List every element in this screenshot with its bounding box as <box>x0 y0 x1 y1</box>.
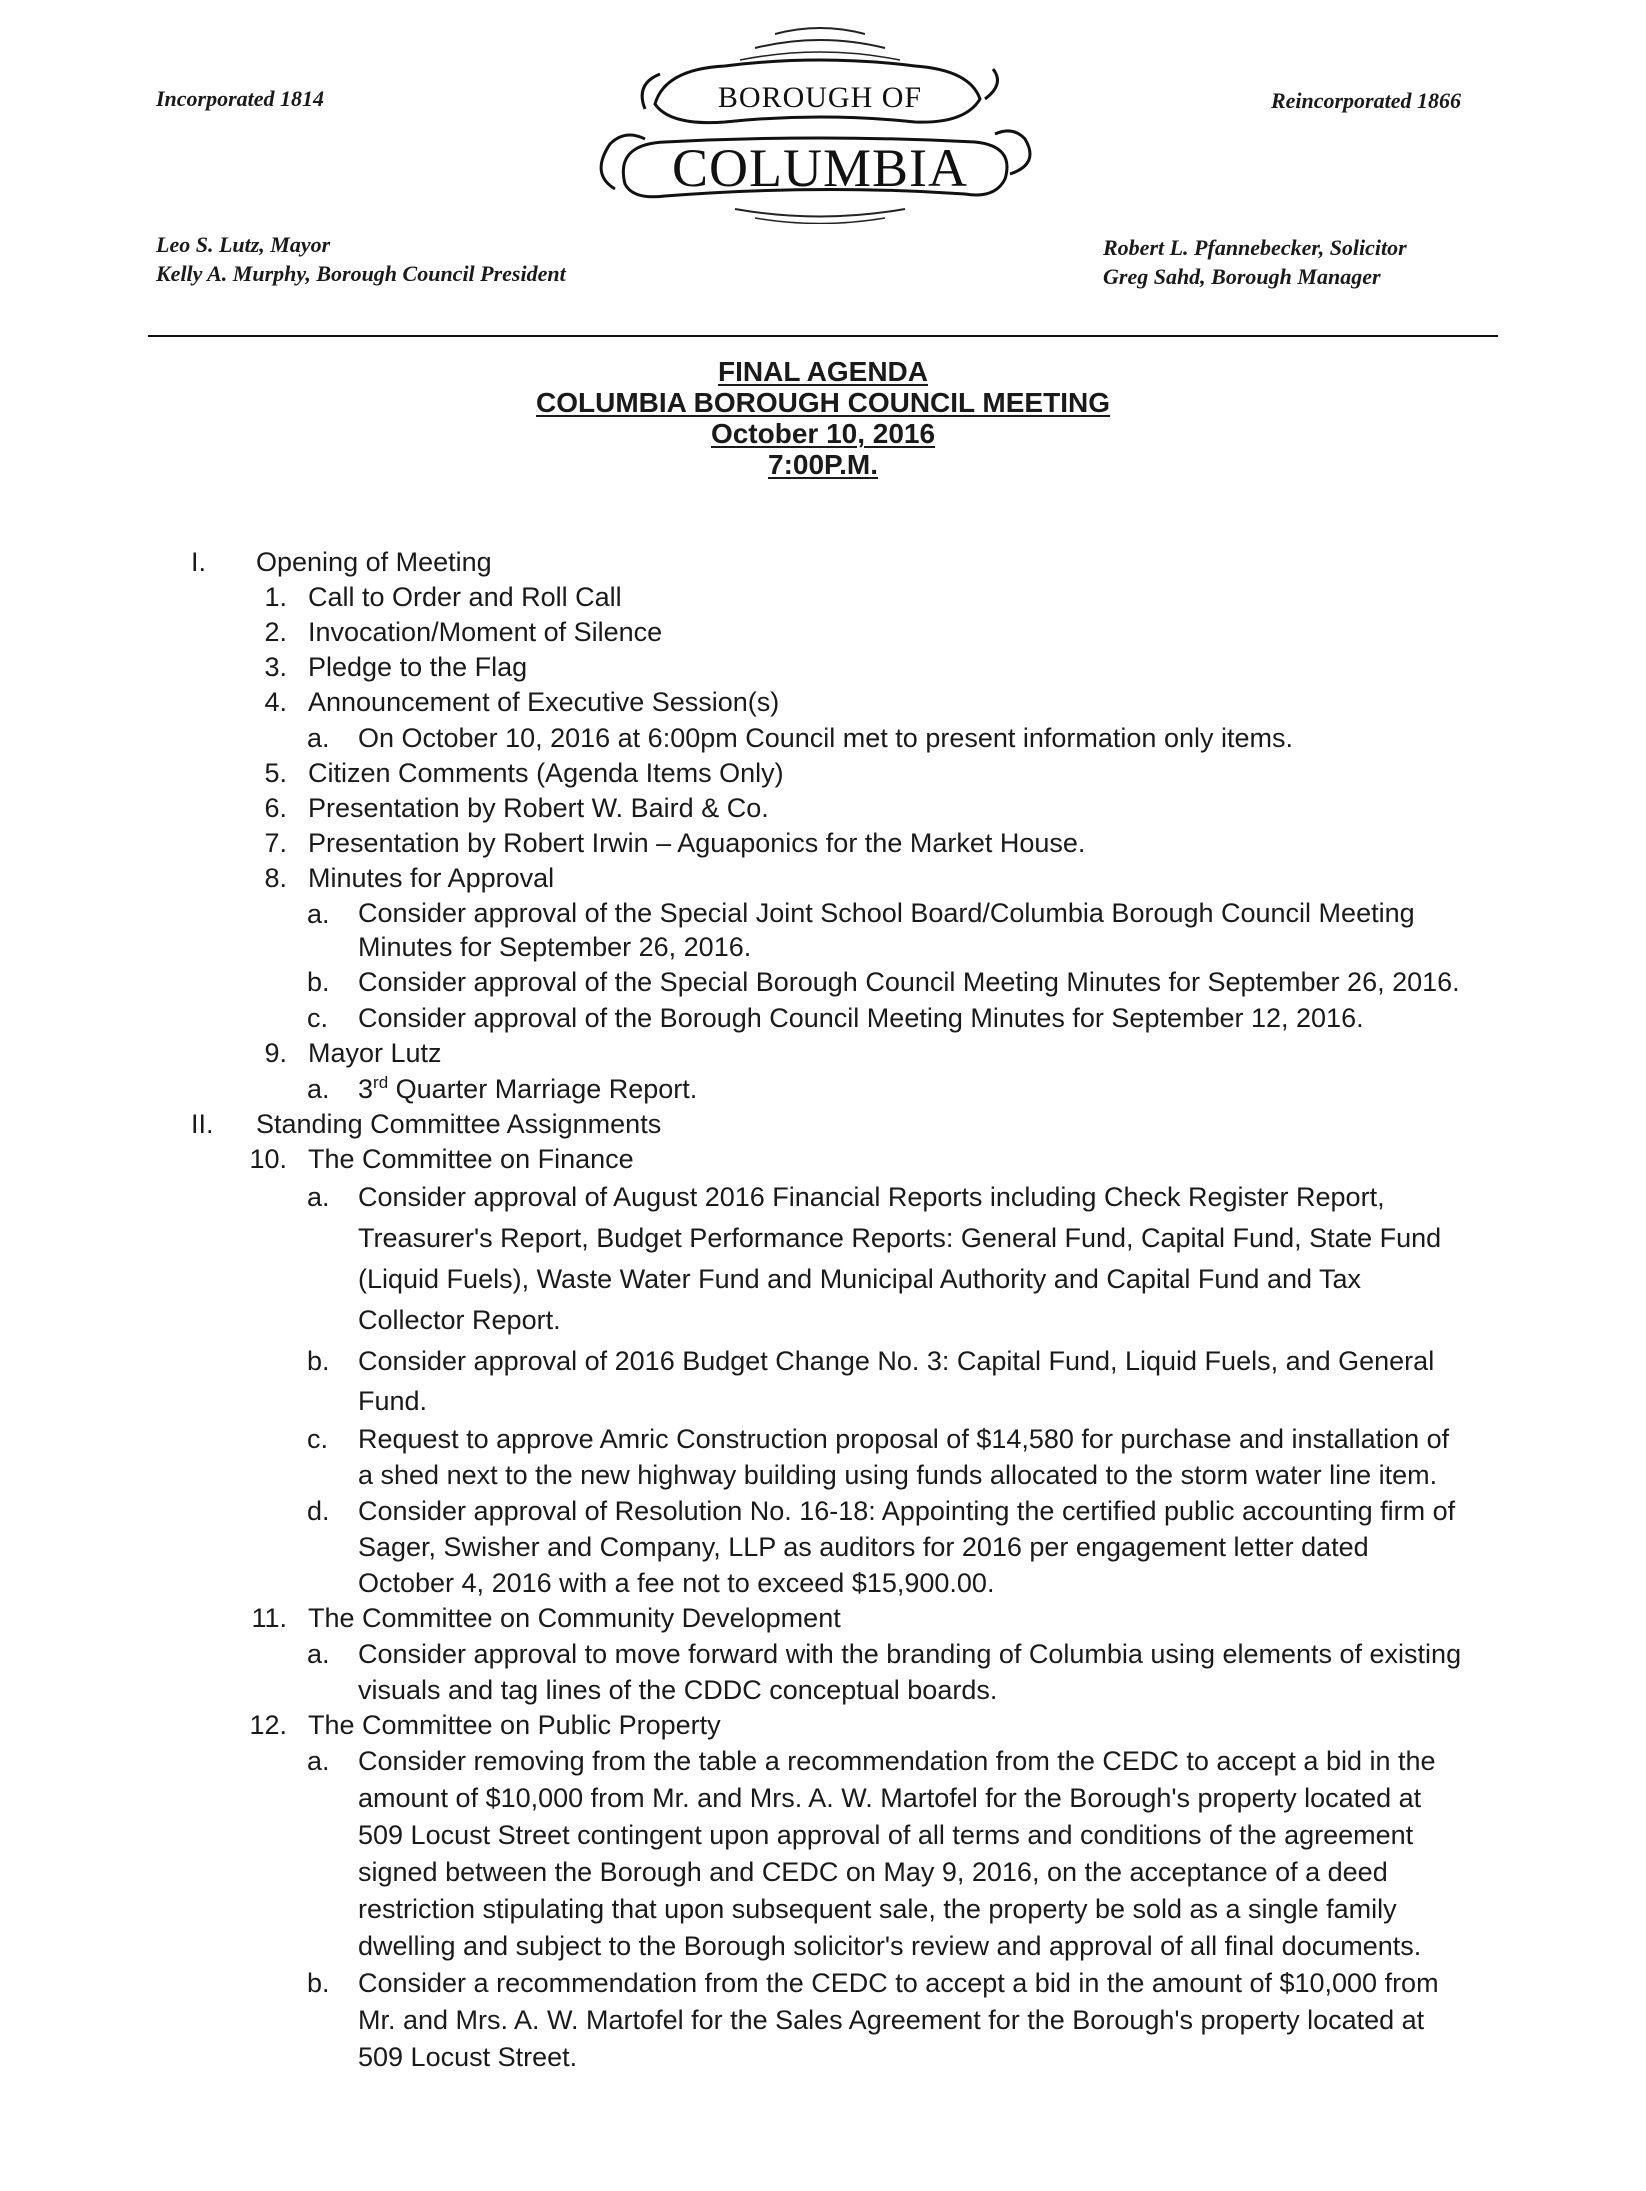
item-number: 1. <box>264 582 287 612</box>
agenda-subitem <box>0 1341 1646 1421</box>
item-text: The Committee on Community Development <box>308 1603 841 1633</box>
agenda-item <box>0 826 1646 861</box>
section-number: II. <box>191 1109 214 1139</box>
subitem-text: Consider approval of the Special Borough Council Meeting Minutes for September 26, 2016. <box>358 967 1460 997</box>
item-number: 6. <box>264 793 287 823</box>
agenda-item <box>0 685 1646 720</box>
subitem-text: Consider approval of August 2016 Financial Reports including Check Register Report, Treasurer's Report, Budget Performance Reports: General Fund, Capital Fund, State Fund (Liquid Fuels), Waste Water Fund and Municipal Authority and Capital Fund and Tax Collector Report. <box>358 1182 1442 1335</box>
incorporated-date: Incorporated 1814 <box>156 86 325 111</box>
agenda-title <box>0 356 1646 480</box>
subitem-letter: c. <box>307 1003 329 1033</box>
item-text: Mayor Lutz <box>308 1038 442 1068</box>
subitem-letter: b. <box>307 1968 330 1998</box>
title-line-final-agenda: FINAL AGENDA <box>718 356 928 387</box>
item-number: 7. <box>264 828 287 858</box>
title-line-meeting: COLUMBIA BOROUGH COUNCIL MEETING <box>536 387 1110 418</box>
item-text: Pledge to the Flag <box>308 652 528 682</box>
subitem-text: On October 10, 2016 at 6:00pm Council met to present information only items. <box>358 723 1293 753</box>
agenda-subitem <box>0 1071 1646 1107</box>
agenda-subitem <box>0 720 1646 756</box>
subitem-text: Consider a recommendation from the CEDC to accept a bid in the amount of $10,000 from Mr. and Mrs. A. W. Martofel for the Sales Agreement for the Borough's property located at 509 Locust Street. <box>358 1968 1439 2072</box>
agenda-subitem <box>0 1965 1646 2076</box>
section-number: I. <box>191 547 207 577</box>
agenda-subitem <box>0 964 1646 1000</box>
section-title: Standing Committee Assignments <box>256 1109 662 1139</box>
manager-name: Greg Sahd, Borough Manager <box>1103 264 1381 289</box>
agenda-subitem <box>0 1177 1646 1341</box>
subitem-letter: a. <box>307 1746 330 1776</box>
item-text: Announcement of Executive Session(s) <box>308 687 780 717</box>
agenda-item <box>0 756 1646 791</box>
subitem-text: Consider approval of the Borough Council Meeting Minutes for September 12, 2016. <box>358 1003 1364 1033</box>
agenda-subitem <box>0 1743 1646 1965</box>
logo-top-text: BOROUGH OF <box>717 81 923 114</box>
subitem-remainder: Quarter Marriage Report. <box>388 1074 698 1104</box>
agenda-subitem <box>0 1636 1646 1708</box>
title-line-time: 7:00P.M. <box>768 449 878 480</box>
solicitor-name: Robert L. Pfannebecker, Solicitor <box>1103 235 1407 260</box>
agenda-item <box>0 791 1646 826</box>
agenda-subitem <box>0 1493 1646 1601</box>
agenda-subitem <box>0 1000 1646 1036</box>
agenda-item <box>0 580 1646 615</box>
item-number: 11. <box>251 1603 287 1633</box>
agenda-item <box>0 615 1646 650</box>
item-text: The Committee on Finance <box>308 1144 634 1174</box>
agenda-item <box>0 1036 1646 1071</box>
subitem-letter: a. <box>307 723 330 753</box>
subitem-letter: a. <box>307 899 330 929</box>
subitem-letter: a. <box>307 1639 330 1669</box>
agenda-subitem <box>0 896 1646 964</box>
ordinal-suffix: rd <box>373 1073 389 1092</box>
subitem-letter: b. <box>307 1346 330 1376</box>
item-number: 12. <box>249 1710 287 1740</box>
subitem-letter: b. <box>307 967 330 997</box>
subitem-text: Consider approval of the Special Joint School Board/Columbia Borough Council Meeting Minutes for September 26, 2016. <box>358 898 1415 962</box>
item-text: Presentation by Robert Irwin – Aguaponics for the Market House. <box>308 828 1086 858</box>
agenda-item <box>0 1142 1646 1177</box>
ordinal-number: 3 <box>358 1074 374 1104</box>
item-text: The Committee on Public Property <box>308 1710 721 1740</box>
subitem-text <box>358 1071 1468 1107</box>
item-text: Minutes for Approval <box>308 863 555 893</box>
borough-logo <box>585 14 1055 224</box>
agenda-subitem <box>0 1421 1646 1493</box>
agenda-item <box>0 650 1646 685</box>
item-number: 3. <box>264 652 287 682</box>
officials-left <box>156 230 566 288</box>
subitem-text: Consider removing from the table a recommendation from the CEDC to accept a bid in the amount of $10,000 from Mr. and Mrs. A. W. Martofel for the Borough's property located at 509 Locust Street contingent upon approval of all terms and conditions of the agreement signed between the Borough and CEDC on May 9, 2016, on the acceptance of a deed restriction stipulating that upon subsequent sale, the property be sold as a single family dwelling and subject to the Borough solicitor's review and approval of all final documents. <box>358 1746 1436 1961</box>
item-text: Invocation/Moment of Silence <box>308 617 663 647</box>
logo-main-text: COLUMBIA <box>671 138 969 198</box>
item-text: Citizen Comments (Agenda Items Only) <box>308 758 784 788</box>
section-title: Opening of Meeting <box>256 547 492 577</box>
item-number: 2. <box>264 617 287 647</box>
agenda-list <box>0 545 1646 2076</box>
agenda-item <box>0 861 1646 896</box>
agenda-item <box>0 1708 1646 1743</box>
item-number: 4. <box>264 687 287 717</box>
subitem-letter: d. <box>307 1496 330 1526</box>
council-president-name: Kelly A. Murphy, Borough Council President <box>156 261 566 286</box>
mayor-name: Leo S. Lutz, Mayor <box>156 232 331 257</box>
title-line-date: October 10, 2016 <box>710 418 936 449</box>
item-number: 8. <box>264 863 287 893</box>
item-number: 10. <box>249 1144 287 1174</box>
section-heading <box>0 1107 1646 1142</box>
officials-right <box>1103 233 1407 291</box>
reincorporated-date: Reincorporated 1866 <box>1270 88 1461 113</box>
agenda-item <box>0 1601 1646 1636</box>
header-divider <box>148 335 1498 337</box>
item-text: Call to Order and Roll Call <box>308 582 622 612</box>
item-text: Presentation by Robert W. Baird & Co. <box>308 793 769 823</box>
item-number: 5. <box>264 758 287 788</box>
subitem-letter: a. <box>307 1182 330 1212</box>
item-number: 9. <box>264 1038 287 1068</box>
subitem-letter: a. <box>307 1074 330 1104</box>
section-heading <box>0 545 1646 580</box>
subitem-text: Consider approval to move forward with the branding of Columbia using elements of existing visuals and tag lines of the CDDC conceptual boards. <box>358 1639 1462 1705</box>
subitem-text: Consider approval of 2016 Budget Change No. 3: Capital Fund, Liquid Fuels, and General Fund. <box>358 1346 1435 1416</box>
subitem-letter: c. <box>307 1424 329 1454</box>
subitem-text: Consider approval of Resolution No. 16-18: Appointing the certified public accounting firm of Sager, Swisher and Company, LLP as auditors for 2016 per engagement letter dated October 4, 2016 with a fee not to exceed $15,900.00. <box>358 1496 1456 1598</box>
subitem-text: Request to approve Amric Construction proposal of $14,580 for purchase and installation of a shed next to the new highway building using funds allocated to the storm water line item. <box>358 1424 1450 1490</box>
